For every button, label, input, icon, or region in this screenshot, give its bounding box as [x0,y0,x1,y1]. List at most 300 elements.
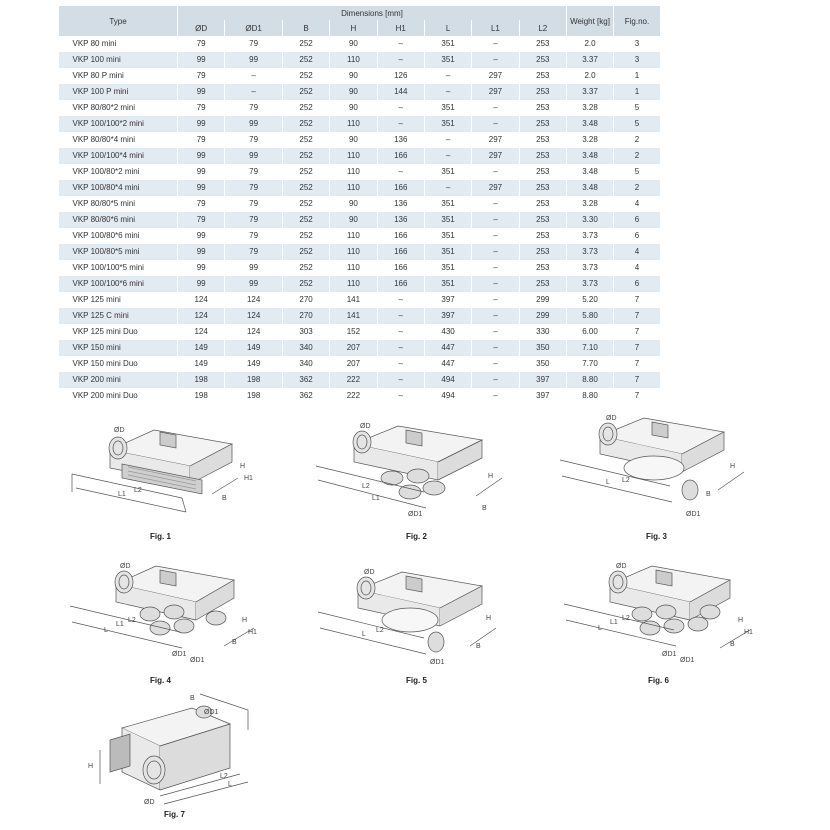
value-cell: 79 [178,196,225,212]
value-cell: 110 [330,228,377,244]
value-cell: 4 [614,244,661,260]
value-cell: 351 [424,196,471,212]
value-cell: 5.80 [567,308,614,324]
value-cell: 252 [282,84,329,100]
label-l: L [598,625,602,632]
type-cell: VKP 100/100*6 mini [59,276,178,292]
value-cell: – [472,260,519,276]
label-h: H [488,473,494,480]
label-h1: H1 [744,629,753,636]
value-cell: 99 [178,84,225,100]
value-cell: 7 [614,308,661,324]
label-l: L [104,627,108,634]
label-d1: ØD1 [662,651,677,658]
caption-fig-3: Fig. 3 [646,532,667,541]
value-cell: 397 [424,308,471,324]
col-dim: B [282,20,329,36]
value-cell: – [472,228,519,244]
value-cell: – [472,276,519,292]
value-cell: 3.28 [567,196,614,212]
caption-fig-4: Fig. 4 [150,676,171,685]
type-cell: VKP 100/80*2 mini [72,167,140,176]
value-cell: – [472,164,519,180]
value-cell: 166 [377,180,424,196]
value-cell: – [472,36,519,52]
value-cell: – [472,292,519,308]
type-cell: VKP 100 mini [59,52,178,68]
label-l2: L2 [622,477,630,484]
table-row [59,84,661,100]
type-cell: VKP 100/100*2 mini [59,116,178,132]
caption-fig-6: Fig. 6 [648,676,669,685]
value-cell: 90 [330,132,377,148]
value-cell: 79 [178,132,225,148]
table-row [59,308,661,324]
value-cell: 2.0 [567,68,614,84]
value-cell: 253 [519,180,566,196]
value-cell: 79 [225,180,283,196]
value-cell: 351 [424,164,471,180]
value-cell: 3.73 [567,228,614,244]
value-cell: 253 [519,116,566,132]
value-cell: 110 [330,52,377,68]
value-cell: 397 [519,372,566,388]
value-cell: – [377,36,424,52]
type-cell: VKP 100/100*5 mini [72,263,144,272]
value-cell: 166 [377,260,424,276]
value-cell: 253 [519,276,566,292]
value-cell: 351 [424,276,471,292]
value-cell: 79 [225,196,283,212]
value-cell: 3.37 [567,84,614,100]
label-d: ØD [606,415,617,422]
label-l2: L2 [376,627,384,634]
value-cell: 252 [282,68,329,84]
table-row [59,324,661,340]
label-l1: L1 [610,619,618,626]
value-cell: – [472,308,519,324]
value-cell: 252 [282,244,329,260]
value-cell: – [472,244,519,260]
value-cell: 447 [424,340,471,356]
value-cell: 124 [225,292,283,308]
value-cell: 110 [330,276,377,292]
value-cell: 297 [472,84,519,100]
value-cell: 299 [519,292,566,308]
value-cell: 351 [424,260,471,276]
type-cell: VKP 80 P mini [72,71,124,80]
table-row [59,52,661,68]
value-cell: 149 [225,356,283,372]
value-cell: 3.48 [567,180,614,196]
table-row [59,148,661,164]
type-cell: VKP 150 mini Duo [72,359,138,368]
type-cell: VKP 100 P mini [59,84,178,100]
value-cell: 99 [178,260,225,276]
value-cell: 252 [282,164,329,180]
value-cell: 124 [178,292,225,308]
label-d1: ØD1 [686,511,701,518]
caption-fig-2: Fig. 2 [406,532,427,541]
value-cell: – [424,148,471,164]
value-cell: – [225,68,283,84]
type-cell: VKP 200 mini [59,372,178,388]
value-cell: 79 [225,212,283,228]
label-d: ØD [616,563,627,570]
value-cell: 110 [330,164,377,180]
caption-fig-1: Fig. 1 [150,532,171,541]
value-cell: 2 [614,148,661,164]
value-cell: – [472,340,519,356]
value-cell: 207 [330,356,377,372]
type-cell: VKP 100/80*5 mini [59,244,178,260]
value-cell: 252 [282,52,329,68]
value-cell: 149 [178,340,225,356]
value-cell: 6 [614,228,661,244]
value-cell: 90 [330,84,377,100]
type-cell: VKP 125 C mini [59,308,178,324]
value-cell: 4 [614,260,661,276]
value-cell: 253 [519,132,566,148]
value-cell: 340 [282,340,329,356]
figure-3 [548,412,748,530]
value-cell: 351 [424,36,471,52]
type-cell: VKP 80 mini [72,39,117,48]
value-cell: 330 [519,324,566,340]
value-cell: 270 [282,308,329,324]
value-cell: 2.0 [567,36,614,52]
label-d: ØD [360,423,371,430]
type-cell: VKP 125 mini [72,295,121,304]
value-cell: – [472,372,519,388]
figure-1 [62,418,262,536]
type-cell: VKP 100/100*4 mini [59,148,178,164]
col-dim: L1 [472,20,519,36]
value-cell: 7 [614,356,661,372]
value-cell: – [472,116,519,132]
table-row [59,228,661,244]
value-cell: 8.80 [567,372,614,388]
value-cell: – [377,308,424,324]
value-cell: 144 [377,84,424,100]
table-row [59,340,661,356]
value-cell: – [472,100,519,116]
type-cell: VKP 80/80*5 mini [72,199,136,208]
table-row [59,292,661,308]
label-l2: L2 [128,617,136,624]
label-h: H [738,617,744,624]
label-b: B [190,695,195,702]
label-d1: ØD1 [430,659,445,666]
label-h: H [730,463,736,470]
value-cell: 2 [614,180,661,196]
value-cell: 253 [519,228,566,244]
value-cell: 5 [614,100,661,116]
value-cell: 99 [225,116,283,132]
value-cell: 350 [519,356,566,372]
value-cell: 79 [225,36,283,52]
value-cell: 351 [424,228,471,244]
table-row [59,260,661,276]
value-cell: 6.00 [567,324,614,340]
value-cell: 198 [225,388,283,404]
label-b: B [482,505,487,512]
label-d1: ØD1 [204,709,219,716]
value-cell: 252 [282,36,329,52]
value-cell: 99 [178,228,225,244]
value-cell: 2 [614,132,661,148]
col-dim: L [424,20,471,36]
value-cell: 166 [377,276,424,292]
value-cell: 79 [225,132,283,148]
value-cell: 494 [424,388,471,404]
value-cell: 252 [282,116,329,132]
value-cell: 252 [282,132,329,148]
value-cell: 253 [519,100,566,116]
value-cell: – [377,164,424,180]
value-cell: 126 [377,68,424,84]
value-cell: 3.48 [567,148,614,164]
value-cell: 253 [519,68,566,84]
table-row [59,100,661,116]
value-cell: 79 [178,68,225,84]
value-cell: 4 [614,196,661,212]
label-l1: L1 [116,621,124,628]
value-cell: 99 [225,148,283,164]
value-cell: – [424,180,471,196]
value-cell: 3.28 [567,100,614,116]
label-b: B [706,491,711,498]
table-row [59,372,661,388]
value-cell: 253 [519,36,566,52]
value-cell: 6 [614,276,661,292]
value-cell: 252 [282,148,329,164]
value-cell: 253 [519,212,566,228]
value-cell: – [472,196,519,212]
value-cell: 3.73 [567,260,614,276]
table-row [59,244,661,260]
label-h1: H1 [244,475,253,482]
value-cell: 166 [377,244,424,260]
table-row [59,164,661,180]
value-cell: – [377,100,424,116]
value-cell: – [424,84,471,100]
value-cell: 110 [330,180,377,196]
table-row [59,212,661,228]
label-l1: L1 [118,491,126,498]
value-cell: 152 [330,324,377,340]
table-row [59,68,661,84]
figure-7 [80,690,270,812]
value-cell: 99 [225,260,283,276]
value-cell: 3 [614,52,661,68]
value-cell: 79 [225,228,283,244]
value-cell: 79 [178,36,225,52]
value-cell: 7 [614,324,661,340]
value-cell: 166 [377,148,424,164]
value-cell: 5 [614,164,661,180]
value-cell: 99 [225,52,283,68]
value-cell: 99 [178,52,225,68]
value-cell: 297 [472,148,519,164]
value-cell: 222 [330,388,377,404]
value-cell: 124 [178,324,225,340]
value-cell: 99 [178,164,225,180]
value-cell: 99 [225,276,283,292]
value-cell: 252 [282,212,329,228]
value-cell: 1 [614,68,661,84]
table-row [59,180,661,196]
value-cell: 252 [282,180,329,196]
value-cell: 198 [225,372,283,388]
table-row [59,132,661,148]
value-cell: 90 [330,196,377,212]
value-cell: 253 [519,244,566,260]
value-cell: 252 [282,276,329,292]
value-cell: 253 [519,84,566,100]
value-cell: 351 [424,244,471,260]
value-cell: 99 [178,276,225,292]
value-cell: 124 [178,308,225,324]
value-cell: 253 [519,164,566,180]
value-cell: 136 [377,132,424,148]
type-cell: VKP 100/80*4 mini [59,180,178,196]
value-cell: 252 [282,260,329,276]
value-cell: 90 [330,212,377,228]
label-l: L [362,631,366,638]
value-cell: 351 [424,100,471,116]
value-cell: 297 [472,180,519,196]
value-cell: – [424,132,471,148]
value-cell: 362 [282,372,329,388]
value-cell: 149 [225,340,283,356]
value-cell: 110 [330,148,377,164]
value-cell: 79 [225,164,283,180]
value-cell: 351 [424,212,471,228]
value-cell: 252 [282,196,329,212]
value-cell: – [424,68,471,84]
value-cell: 3.37 [567,52,614,68]
value-cell: – [377,340,424,356]
figure-5 [310,566,510,684]
label-d: ØD [120,563,131,570]
label-l: L [228,781,232,788]
type-cell: VKP 150 mini [59,340,178,356]
table-row [59,36,661,52]
value-cell: 198 [178,372,225,388]
label-l2: L2 [622,615,630,622]
value-cell: 350 [519,340,566,356]
label-h: H [242,617,248,624]
table-row [59,116,661,132]
label-d1: ØD1 [190,657,205,664]
value-cell: 362 [282,388,329,404]
value-cell: 340 [282,356,329,372]
value-cell: 7.10 [567,340,614,356]
label-d: ØD [144,799,155,806]
col-dim: H1 [377,20,424,36]
label-b: B [476,643,481,650]
value-cell: 7.70 [567,356,614,372]
label-d1: ØD1 [172,651,187,658]
caption-fig-7: Fig. 7 [164,810,185,819]
value-cell: 252 [282,228,329,244]
value-cell: 3 [614,36,661,52]
table-row [59,196,661,212]
value-cell: 79 [178,212,225,228]
value-cell: 5.20 [567,292,614,308]
value-cell: 270 [282,292,329,308]
value-cell: – [377,52,424,68]
value-cell: 141 [330,292,377,308]
col-dim: L2 [519,20,566,36]
label-d: ØD [114,427,125,434]
col-dim: ØD1 [225,20,283,36]
label-d1: ØD1 [680,657,695,664]
col-dim: ØD [178,20,225,36]
type-cell: VKP 125 mini Duo [72,327,138,336]
label-d1: ØD1 [408,511,423,518]
value-cell: 5 [614,116,661,132]
value-cell: 79 [225,100,283,116]
label-l: L [606,479,610,486]
label-l1: L1 [372,495,380,502]
value-cell: 207 [330,340,377,356]
col-dim: H [330,20,377,36]
value-cell: – [472,212,519,228]
value-cell: 397 [519,388,566,404]
value-cell: 141 [330,308,377,324]
value-cell: 253 [519,148,566,164]
value-cell: 124 [225,324,283,340]
figure-2 [306,418,506,536]
value-cell: 3.48 [567,164,614,180]
label-l2: L2 [362,483,370,490]
value-cell: 90 [330,36,377,52]
type-cell: VKP 100/80*6 mini [72,231,140,240]
value-cell: 303 [282,324,329,340]
col-figno: Fig.no. [614,6,661,36]
type-cell: VKP 80/80*2 mini [72,103,136,112]
label-h: H [240,463,246,470]
table-row [59,276,661,292]
value-cell: – [377,292,424,308]
value-cell: 3.28 [567,132,614,148]
value-cell: 198 [178,388,225,404]
value-cell: 6 [614,212,661,228]
value-cell: 136 [377,212,424,228]
value-cell: 90 [330,68,377,84]
value-cell: – [225,84,283,100]
type-cell: VKP 80/80*6 mini [59,212,178,228]
value-cell: 253 [519,52,566,68]
figure-6 [560,562,760,680]
value-cell: 397 [424,292,471,308]
label-b: B [222,495,227,502]
value-cell: 351 [424,52,471,68]
value-cell: 252 [282,100,329,116]
value-cell: 1 [614,84,661,100]
label-l2: L2 [134,487,142,494]
value-cell: 7 [614,292,661,308]
label-h: H [486,615,492,622]
value-cell: – [472,356,519,372]
dimensions-header: Dimensions [mm] [178,6,567,20]
table-row [59,356,661,372]
value-cell: 7 [614,372,661,388]
label-l2: L2 [220,773,228,780]
value-cell: 79 [178,100,225,116]
